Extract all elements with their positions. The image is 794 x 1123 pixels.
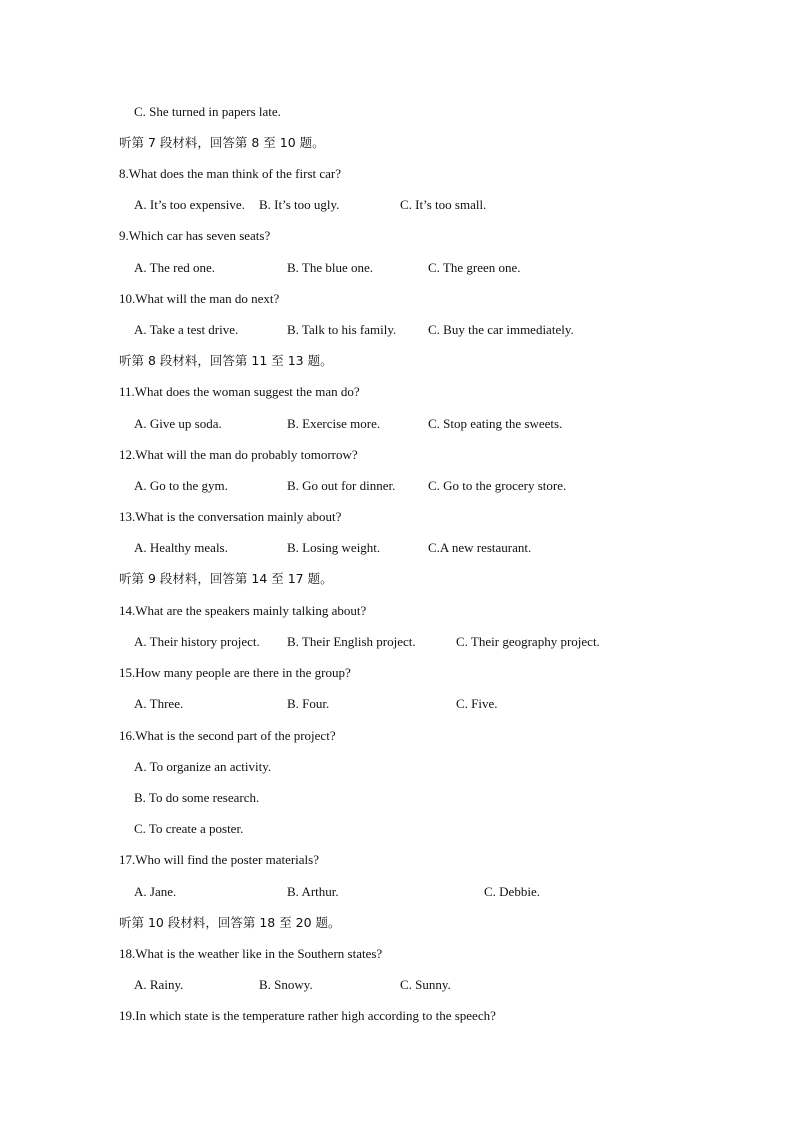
q10-option-a: A. Take a test drive. [134,322,239,337]
q13-option-b: B. Losing weight. [287,540,381,555]
q12-option-a: A. Go to the gym. [134,478,228,493]
q10-option-b: B. Talk to his family. [287,322,397,337]
q11-option-a: A. Give up soda. [134,416,222,431]
section-10-heading: 听第 10 段材料，回答第 18 至 20 题。 [119,915,341,930]
q9-option-b: B. The blue one. [287,260,374,275]
q14-stem: 14.What are the speakers mainly talking about? [119,603,367,618]
q15-option-b: B. Four. [287,696,330,711]
q12-option-b: B. Go out for dinner. [287,478,396,493]
q12-stem: 12.What will the man do probably tomorrow? [119,447,358,462]
q15-option-c: C. Five. [456,696,498,711]
q9-stem: 9.Which car has seven seats? [119,228,271,243]
q11-option-c: C. Stop eating the sweets. [428,416,563,431]
q17-option-a: A. Jane. [134,884,177,899]
q8-option-a: A. It’s too expensive. [134,197,245,212]
q18-stem: 18.What is the weather like in the Southern states? [119,946,383,961]
q18-option-a: A. Rainy. [134,977,184,992]
q13-stem: 13.What is the conversation mainly about? [119,509,342,524]
q10-option-c: C. Buy the car immediately. [428,322,574,337]
q16-option-c: C. To create a poster. [134,821,244,836]
q18-option-b: B. Snowy. [259,977,313,992]
q18-option-c: C. Sunny. [400,977,451,992]
q13-option-c: C.A new restaurant. [428,540,532,555]
q19-stem: 19.In which state is the temperature rather high according to the speech? [119,1008,496,1023]
q9-option-a: A. The red one. [134,260,215,275]
q11-stem: 11.What does the woman suggest the man do? [119,384,360,399]
q15-option-a: A. Three. [134,696,184,711]
q10-stem: 10.What will the man do next? [119,291,280,306]
q15-stem: 15.How many people are there in the group? [119,665,351,680]
q16-option-b: B. To do some research. [134,790,260,805]
q14-option-a: A. Their history project. [134,634,260,649]
section-8-heading: 听第 8 段材料，回答第 11 至 13 题。 [119,353,333,368]
q8-option-c: C. It’s too small. [400,197,487,212]
q17-stem: 17.Who will find the poster materials? [119,852,320,867]
q16-stem: 16.What is the second part of the project? [119,728,336,743]
q11-option-b: B. Exercise more. [287,416,381,431]
q14-option-b: B. Their English project. [287,634,416,649]
q17-option-c: C. Debbie. [484,884,540,899]
q12-option-c: C. Go to the grocery store. [428,478,567,493]
q9-option-c: C. The green one. [428,260,521,275]
q16-option-a: A. To organize an activity. [134,759,272,774]
q8-stem: 8.What does the man think of the first car? [119,166,342,181]
section-9-heading: 听第 9 段材料，回答第 14 至 17 题。 [119,571,333,586]
q14-option-c: C. Their geography project. [456,634,600,649]
q13-option-a: A. Healthy meals. [134,540,228,555]
q7-option-c: C. She turned in papers late. [134,104,281,119]
q17-option-b: B. Arthur. [287,884,339,899]
q8-option-b: B. It’s too ugly. [259,197,340,212]
section-7-heading: 听第 7 段材料，回答第 8 至 10 题。 [119,135,325,150]
